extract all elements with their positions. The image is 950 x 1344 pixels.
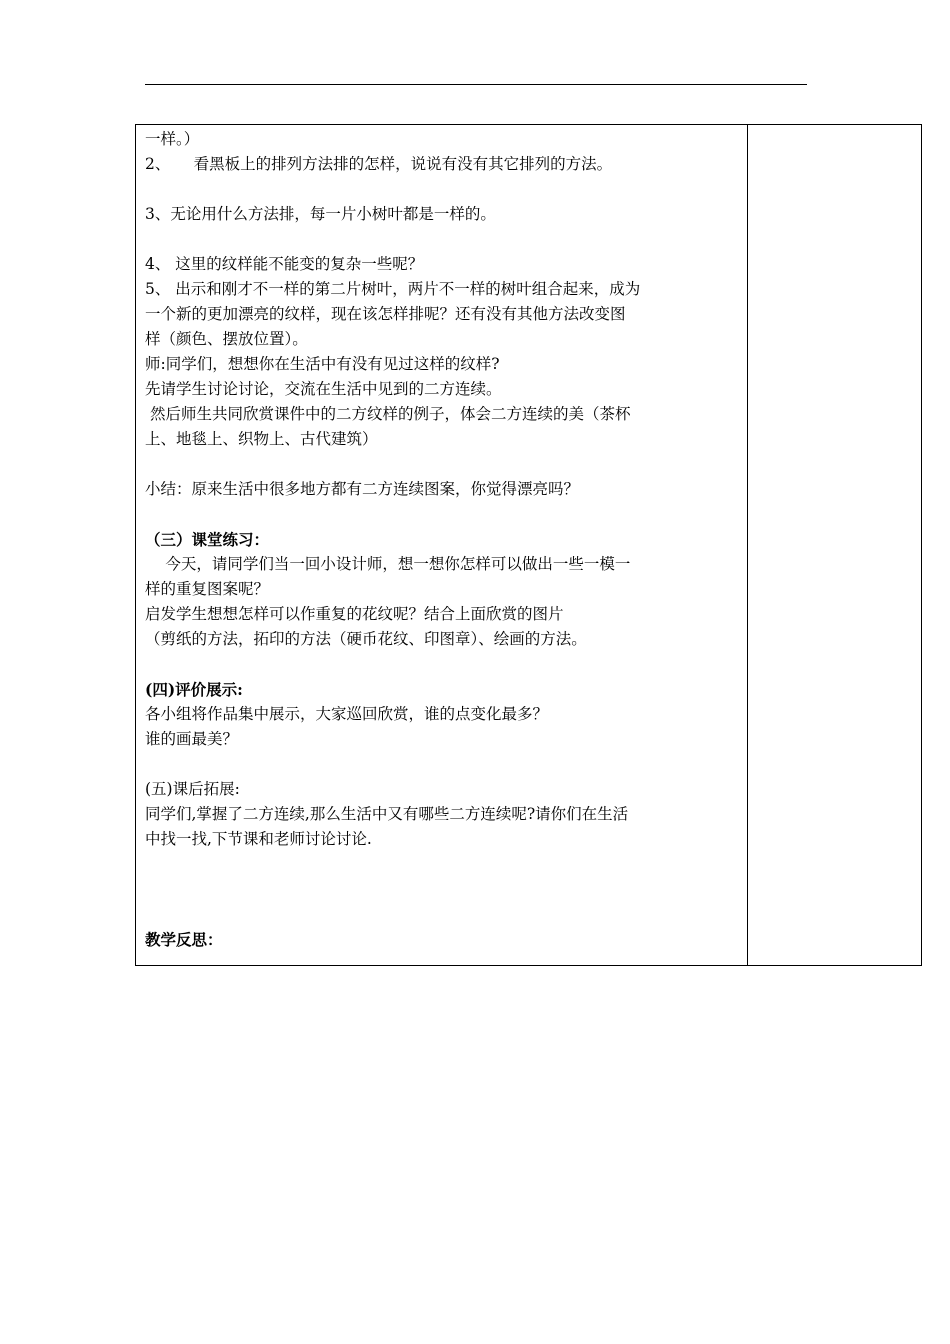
- text-line: 启发学生想想怎样可以作重复的花纹呢？结合上面欣赏的图片: [145, 605, 564, 623]
- lesson-content-cell: [136, 125, 748, 966]
- text-line: 中找一找,下节课和老师讨论讨论.: [145, 830, 372, 848]
- text-line: 今天，请同学们当一回小设计师，想一想你怎样可以做出一些一模一: [145, 555, 631, 573]
- text-line: 2、 看黑板上的排列方法排的怎样，说说有没有其它排列的方法。: [145, 155, 613, 173]
- text-line: 上、地毯上、织物上、古代建筑）: [145, 430, 378, 448]
- blank-line: [145, 652, 739, 677]
- text-line: 5、 出示和刚才不一样的第二片树叶，两片不一样的树叶组合起来，成为: [145, 280, 641, 298]
- text-line: [145, 227, 739, 252]
- text-line: 同学们,掌握了二方连续,那么生活中又有哪些二方连续呢?请你们在生活: [145, 805, 629, 823]
- blank-line: [145, 752, 739, 777]
- text-line: 3、无论用什么方法排，每一片小树叶都是一样的。: [145, 205, 496, 223]
- lesson-content: [136, 125, 747, 952]
- side-notes-cell: [747, 125, 921, 966]
- text-line: 一样。）: [145, 130, 200, 148]
- section-heading-practice: （三）课堂练习：: [145, 530, 270, 549]
- text-line: [145, 177, 739, 202]
- text-line: 样的重复图案呢？: [145, 580, 270, 598]
- lesson-plan-table: [135, 124, 922, 966]
- section-heading-extension: (五)课后拓展:: [145, 780, 240, 798]
- text-line: 4、 这里的纹样能不能变的复杂一些呢？: [145, 255, 424, 273]
- text-line: 各小组将作品集中展示，大家巡回欣赏，谁的点变化最多？: [145, 705, 549, 723]
- text-line: 小结：原来生活中很多地方都有二方连续图案，你觉得漂亮吗？: [145, 480, 580, 498]
- text-line: 然后师生共同欣赏课件中的二方纹样的例子，体会二方连续的美（茶杯: [145, 405, 631, 423]
- text-line: [145, 452, 739, 477]
- text-line: 谁的画最美？: [145, 730, 239, 748]
- text-line: 一个新的更加漂亮的纹样，现在该怎样排呢？还有没有其他方法改变图: [145, 305, 626, 323]
- section-heading-evaluation: (四)评价展示:: [145, 680, 243, 699]
- text-line: 先请学生讨论讨论，交流在生活中见到的二方连续。: [145, 380, 502, 398]
- text-line: [145, 502, 739, 527]
- reflection-heading: 教学反思：: [145, 930, 223, 949]
- text-line: （剪纸的方法，拓印的方法（硬币花纹、印图章）、绘画的方法。: [145, 630, 587, 648]
- text-line: 样（颜色、摆放位置）。: [145, 330, 308, 348]
- blank-space: [145, 852, 739, 927]
- text-line: 师:同学们，想想你在生活中有没有见过这样的纹样?: [145, 355, 500, 373]
- header-rule: [145, 84, 807, 85]
